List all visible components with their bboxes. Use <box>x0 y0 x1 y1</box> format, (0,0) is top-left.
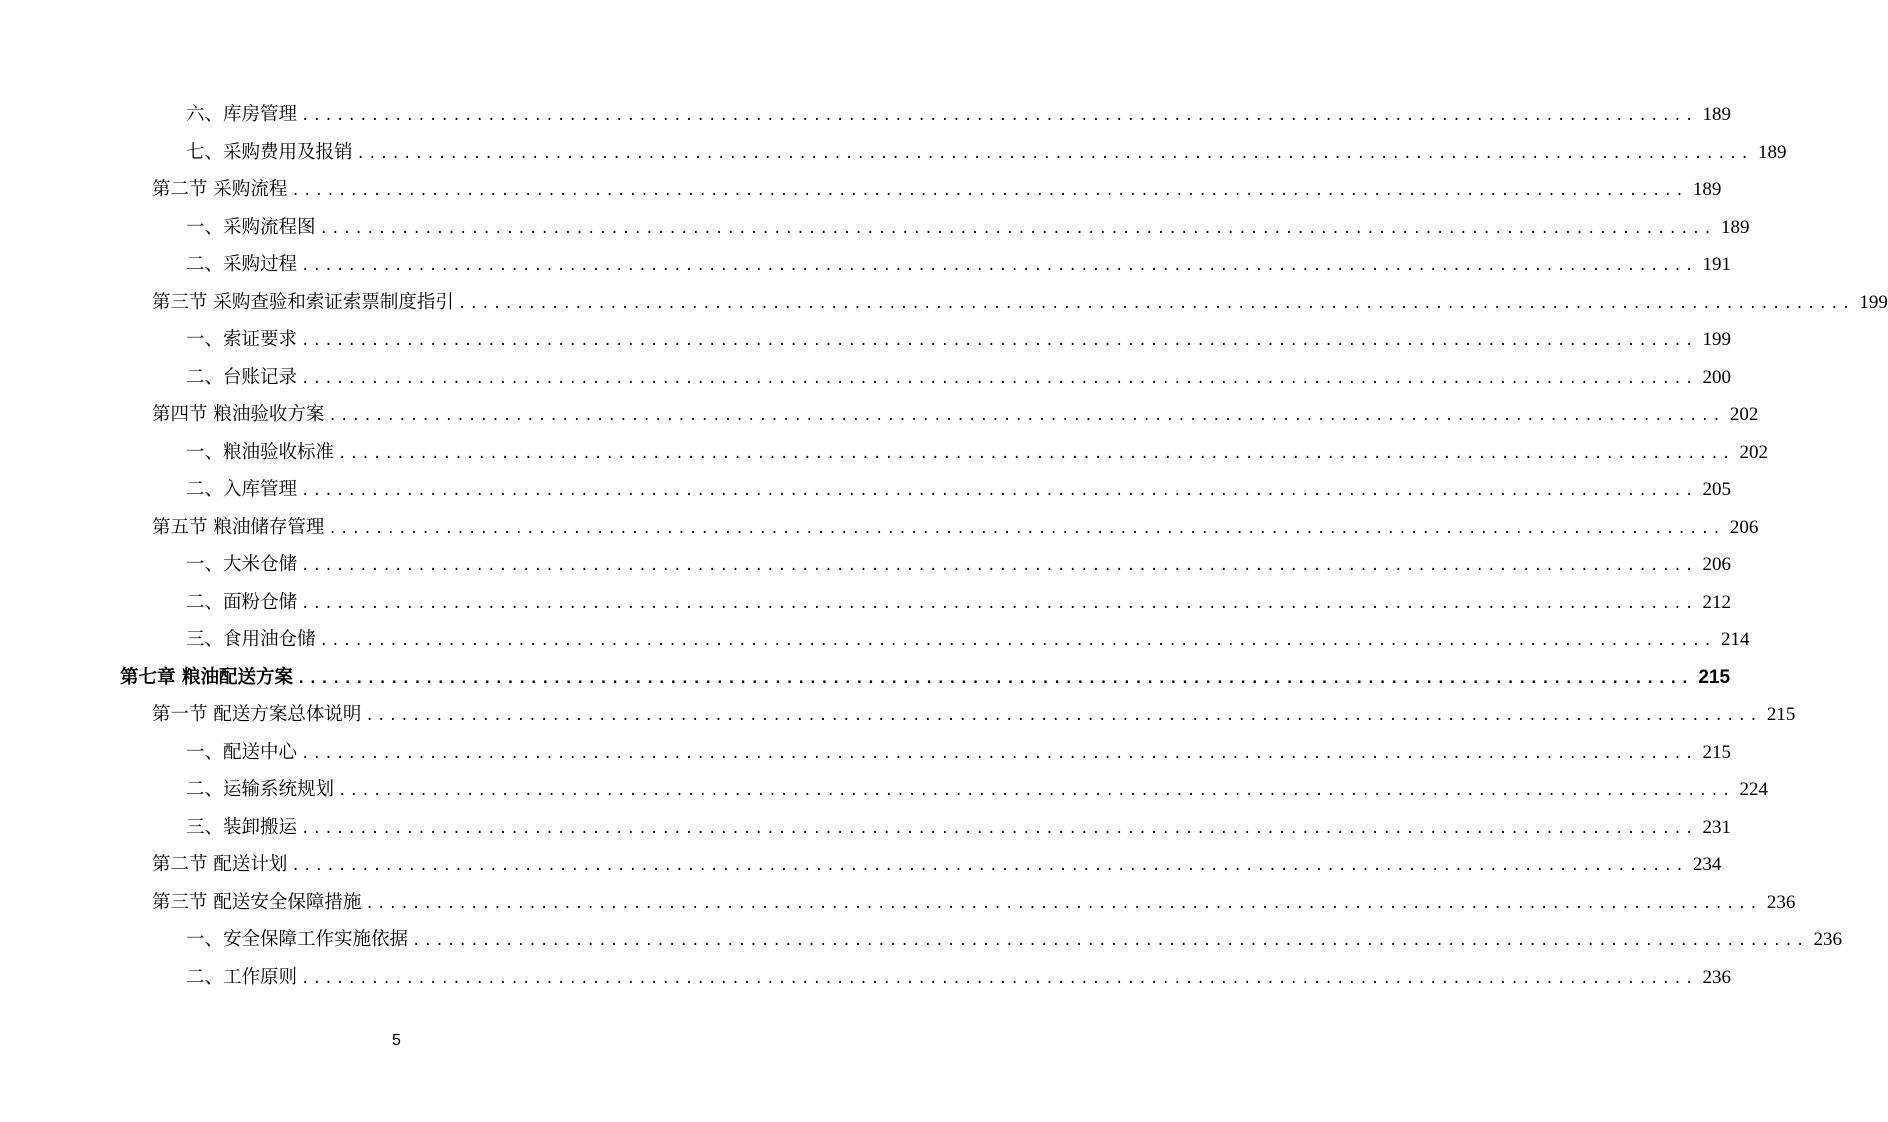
toc-entry <box>186 363 1731 393</box>
toc-leader-dots: ........................................................................................................................ <box>301 370 1697 387</box>
toc-entry <box>186 813 1731 843</box>
toc-leader-dots: ........................................................................................................................ <box>296 670 1693 687</box>
toc-leader-dots: ........................................................................................................................ <box>301 333 1697 349</box>
toc-entry-page: 200 <box>1702 366 1731 388</box>
toc-entry <box>186 625 1750 655</box>
toc-leader-dots: ........................................................................................................................ <box>328 520 1724 537</box>
toc-leader-dots: ........................................................................................................................ <box>291 183 1687 199</box>
toc-entry <box>152 850 1722 880</box>
toc-entry-page: 224 <box>1739 779 1768 800</box>
toc-entry-title: 三、食用油仓储 <box>186 629 316 650</box>
toc-entry-title: 二、运输系统规划 <box>186 779 335 800</box>
toc-leader-dots: ........................................................................................................................ <box>291 858 1687 874</box>
toc-entry <box>186 250 1731 280</box>
toc-entry <box>186 775 1768 805</box>
toc-entry-title: 二、台账记录 <box>186 366 298 388</box>
toc-entry-page: 212 <box>1702 591 1731 613</box>
toc-leader-dots: ........................................................................................................................ <box>301 558 1697 574</box>
toc-leader-dots: ........................................................................................................................ <box>301 483 1697 499</box>
toc-entry-page: 206 <box>1702 554 1731 575</box>
toc-entry-title: 二、采购过程 <box>186 254 298 275</box>
toc-entry <box>152 288 1888 318</box>
toc-entry-title: 第四节 粮油验收方案 <box>152 404 325 425</box>
toc-entry-page: 191 <box>1702 254 1731 275</box>
toc-leader-dots: ........................................................................................................................ <box>365 708 1761 724</box>
toc-entry-title: 一、大米仓储 <box>186 554 298 575</box>
toc-entry-page: 236 <box>1813 929 1842 950</box>
toc-entry-page: 215 <box>1766 704 1796 725</box>
toc-entry-page: 236 <box>1702 966 1731 988</box>
toc-entry <box>186 925 1842 955</box>
toc-entry-page: 214 <box>1720 629 1750 650</box>
toc-entry-page: 234 <box>1692 854 1722 875</box>
toc-entry <box>186 588 1731 618</box>
toc-entry-title: 一、配送中心 <box>186 741 298 763</box>
toc-entry-page: 199 <box>1702 329 1731 350</box>
toc-entry-page: 215 <box>1702 741 1731 763</box>
toc-entry <box>186 325 1731 355</box>
toc-entry-page: 231 <box>1702 816 1731 838</box>
toc-entry-title: 第二节 采购流程 <box>152 179 288 200</box>
toc-entry <box>152 888 1796 918</box>
toc-leader-dots: ........................................................................................................................ <box>457 295 1854 312</box>
toc-entry <box>186 138 1787 168</box>
toc-entry <box>120 663 1731 693</box>
toc-entry-title: 一、索证要求 <box>186 329 298 350</box>
page-number: 5 <box>392 1032 401 1049</box>
toc-entry-page: 202 <box>1729 404 1759 425</box>
toc-entry <box>186 438 1768 468</box>
toc-leader-dots: ........................................................................................................................ <box>301 258 1697 274</box>
toc-entry <box>152 513 1759 543</box>
toc-entry-title: 第二节 配送计划 <box>152 854 288 875</box>
toc-entry-title: 二、面粉仓储 <box>186 591 298 613</box>
toc-leader-dots: ........................................................................................................................ <box>338 445 1734 462</box>
toc-entry <box>186 100 1731 130</box>
toc-entry-title: 一、安全保障工作实施依据 <box>186 929 409 950</box>
toc-entry-page: 206 <box>1729 516 1759 538</box>
toc-entry-title: 第五节 粮油储存管理 <box>152 516 325 538</box>
toc-entry-page: 189 <box>1702 104 1731 125</box>
toc-leader-dots: ........................................................................................................................ <box>301 595 1697 612</box>
toc-entry-page: 202 <box>1739 441 1768 463</box>
toc-entry-title: 七、采购费用及报销 <box>186 141 353 163</box>
toc-entry-title: 第三节 采购查验和索证索票制度指引 <box>152 291 454 313</box>
toc-entry-page: 236 <box>1766 891 1796 913</box>
toc-entry-title: 第三节 配送安全保障措施 <box>152 891 362 913</box>
toc-entry-title: 第七章 粮油配送方案 <box>120 666 293 688</box>
toc-entry-title: 三、装卸搬运 <box>186 816 298 838</box>
toc-leader-dots: ........................................................................................................................ <box>301 970 1697 987</box>
toc-entry-page: 189 <box>1692 179 1722 200</box>
toc-entry-page: 189 <box>1720 216 1750 238</box>
toc-entry-page: 189 <box>1757 141 1787 163</box>
toc-entry-page: 205 <box>1702 479 1731 500</box>
toc-leader-dots: ........................................................................................................................ <box>356 145 1752 162</box>
toc-leader-dots: ........................................................................................................................ <box>301 745 1697 762</box>
toc-leader-dots: ........................................................................................................................ <box>301 108 1697 124</box>
toc-entry <box>152 700 1796 730</box>
toc-leader-dots: ........................................................................................................................ <box>338 783 1734 799</box>
toc-entry <box>186 213 1750 243</box>
toc-leader-dots: ........................................................................................................................ <box>301 820 1697 837</box>
toc-entry-title: 一、粮油验收标准 <box>186 441 335 463</box>
toc-leader-dots: ........................................................................................................................ <box>319 633 1715 649</box>
toc-leader-dots: ........................................................................................................................ <box>328 408 1724 424</box>
toc-entry-page: 199 <box>1859 291 1888 313</box>
toc-entry <box>186 550 1731 580</box>
toc-leader-dots: ........................................................................................................................ <box>319 220 1715 237</box>
toc-entry-title: 第一节 配送方案总体说明 <box>152 704 362 725</box>
toc-entry <box>186 963 1731 993</box>
toc-entry <box>186 738 1731 768</box>
toc-entry <box>152 175 1722 205</box>
toc-entry-title: 六、库房管理 <box>186 104 298 125</box>
toc-entry-title: 二、工作原则 <box>186 966 298 988</box>
toc-leader-dots: ........................................................................................................................ <box>365 895 1761 912</box>
toc-entry <box>152 400 1759 430</box>
toc-entry <box>186 475 1731 505</box>
toc-leader-dots: ........................................................................................................................ <box>412 933 1808 949</box>
toc-entry-page: 215 <box>1698 666 1731 688</box>
toc-entry-title: 二、入库管理 <box>186 479 298 500</box>
toc-entry-title: 一、采购流程图 <box>186 216 316 238</box>
